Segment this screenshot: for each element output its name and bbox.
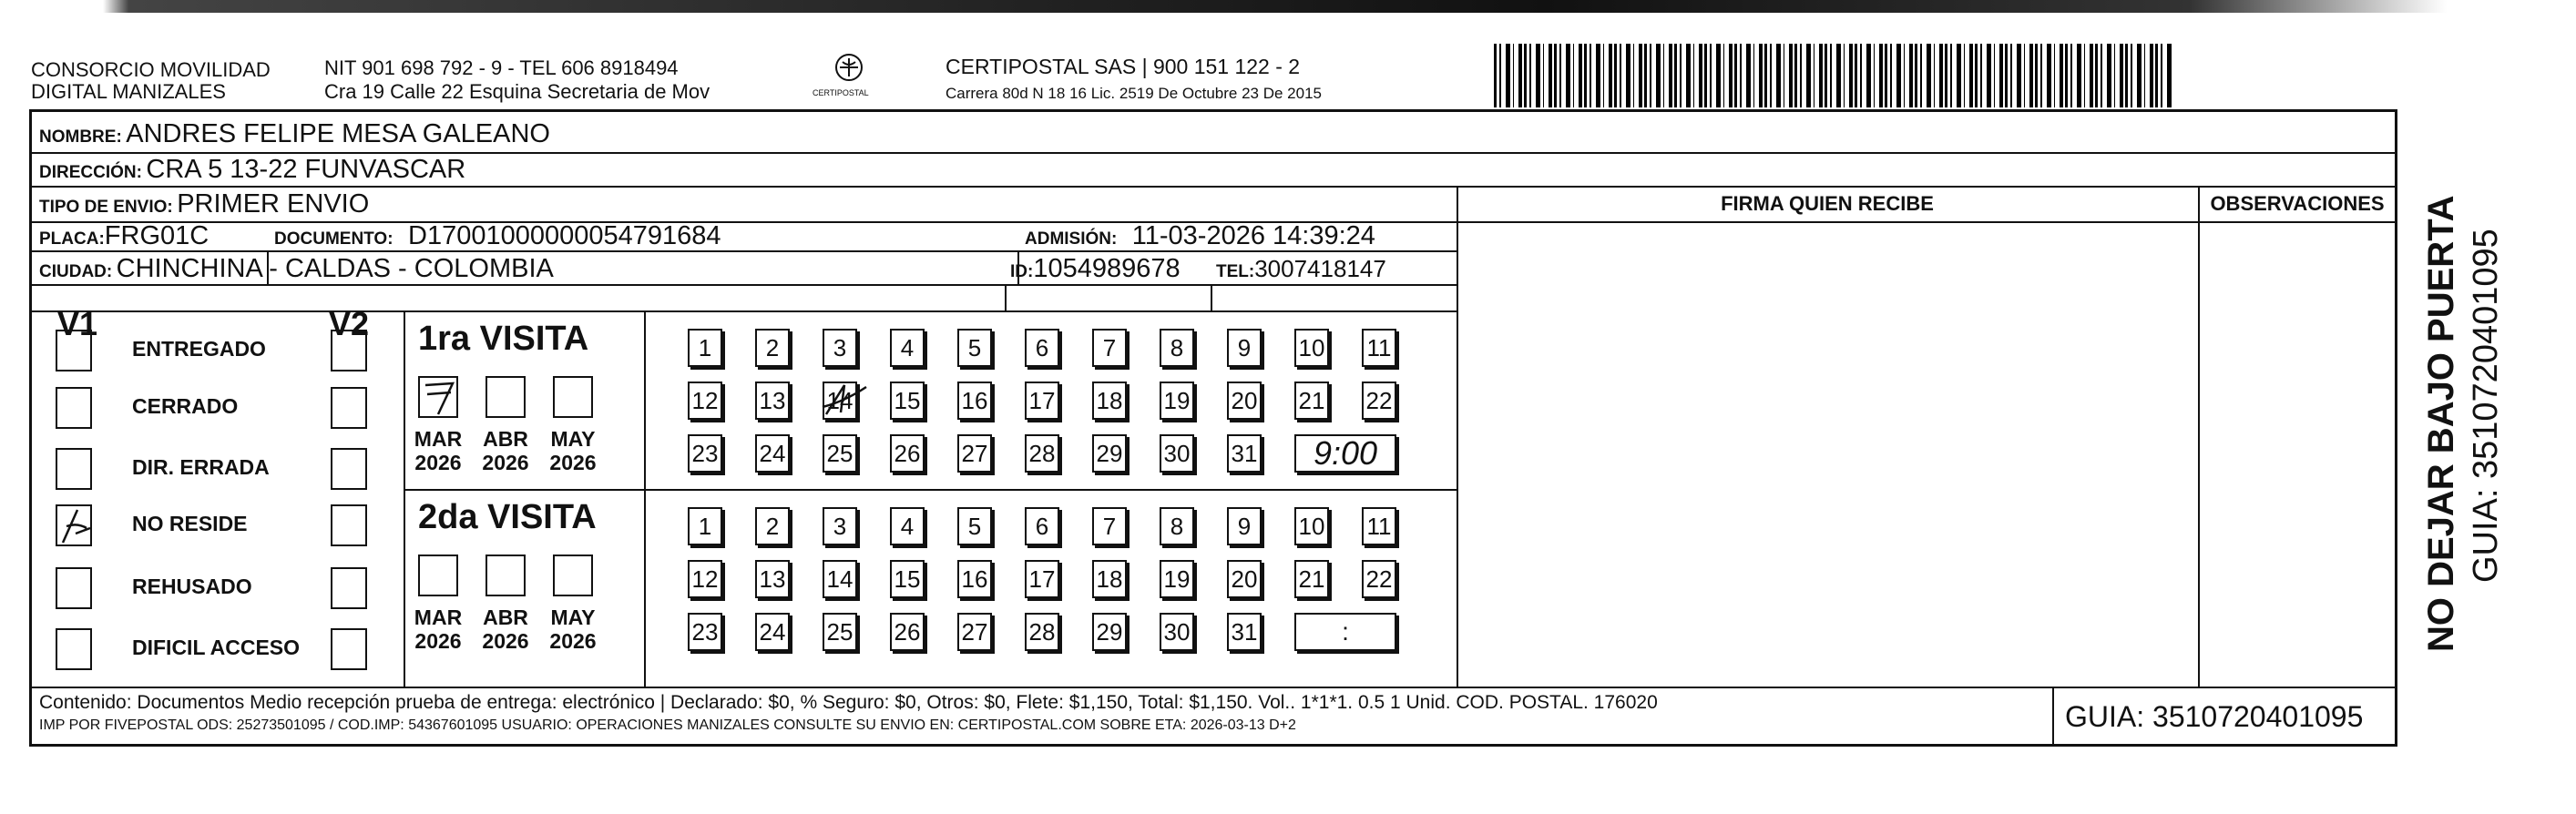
day-number: 8 [1170,512,1184,540]
day-number: 28 [1028,617,1056,646]
day-box[interactable] [823,613,857,651]
month-name: ABR [483,427,528,451]
day-box[interactable] [1092,434,1127,473]
status-label: NO RESIDE [132,512,248,535]
day-box[interactable] [1160,382,1194,420]
month-year: 2026 [482,451,529,474]
day-box[interactable] [1092,507,1127,545]
month-year: 2026 [549,629,597,653]
v2-checkbox[interactable] [331,387,367,429]
day-number: 4 [900,333,915,361]
documento-value: D17001000000054791684 [408,221,721,250]
month-label [411,427,465,474]
id-row [1010,254,1181,288]
month-label [546,605,600,653]
day-box[interactable] [1025,329,1059,367]
day-box[interactable] [957,613,992,651]
day-box[interactable] [890,560,925,598]
handwritten-mark-icon [821,380,868,420]
month-name: MAR [414,427,463,451]
day-box[interactable] [1092,329,1127,367]
observaciones-header: OBSERVACIONES [2210,192,2385,215]
day-box[interactable] [890,382,925,420]
day-number: 18 [1096,386,1123,414]
observations-area[interactable] [2200,223,2393,684]
direccion-label: DIRECCIÓN: [39,163,142,182]
day-number: 20 [1231,565,1258,593]
day-number: 6 [1035,512,1049,540]
day-box[interactable] [1025,382,1059,420]
day-number: 23 [691,617,719,646]
tel-value: 3007418147 [1254,255,1386,282]
day-number: 10 [1298,333,1325,361]
placa-row [39,221,209,255]
day-box[interactable] [1160,613,1194,651]
admision-row [1025,221,1375,255]
v1-checkbox[interactable] [56,628,92,670]
day-number: 14 [826,386,854,414]
day-box[interactable] [890,507,925,545]
logo-caption: CERTIPOSTAL [813,88,869,97]
company-address: Cra 19 Calle 22 Esquina Secretaria de Mov [324,80,710,103]
day-number: 3 [833,512,847,540]
day-box[interactable] [823,434,857,473]
day-number: 18 [1096,565,1123,593]
month-checkbox[interactable] [553,376,593,418]
day-number: 25 [826,617,854,646]
day-box[interactable] [1092,382,1127,420]
col-divider [1211,284,1212,310]
day-box[interactable] [688,329,722,367]
day-number: 17 [1028,565,1056,593]
day-number: 31 [1231,439,1258,467]
v1-checkbox[interactable] [56,387,92,429]
day-box[interactable] [755,613,790,651]
day-number: 6 [1035,333,1049,361]
id-label: ID: [1010,262,1034,281]
day-number: 8 [1170,333,1184,361]
day-box[interactable] [688,507,722,545]
id-value: 1054989678 [1033,254,1181,283]
day-box[interactable] [1294,507,1329,545]
day-number: 24 [759,617,786,646]
footer-contenido: Contenido: Documentos Medio recepción prueba de entrega: electrónico | Declarado: $0, % Seguro: $0, Otros: $0, Flete: $1,150, Total: $1,150. Vol.. 1*1*1. 0.5 1 Unid. COD. POSTAL. 176020 [39,692,1658,713]
ciudad-label: CIUDAD: [39,262,113,281]
day-number: 27 [961,617,988,646]
company-nit: NIT 901 698 792 - 9 - TEL 606 8918494 [324,56,679,79]
documento-row [274,221,721,255]
day-box[interactable] [688,434,722,473]
admision-value: 11-03-2026 14:39:24 [1131,221,1375,250]
row-divider [32,310,1457,312]
day-box[interactable] [1362,507,1396,545]
direccion-row [39,155,465,188]
day-box[interactable] [1362,382,1396,420]
day-box[interactable] [957,329,992,367]
day-number: 1 [698,333,712,361]
day-box[interactable] [1160,434,1194,473]
day-box[interactable] [1294,560,1329,598]
footer-imp: IMP POR FIVEPOSTAL ODS: 25273501095 / COD.IMP: 54367601095 USUARIO: OPERACIONES MANIZALES CONSULTE SU ENVIO EN: CERTIPOSTAL.COM SOBRE ETA: 2026-03-13 D+2 [39,717,1296,733]
ciudad-value: CHINCHINA - CALDAS - COLOMBIA [116,254,554,283]
day-box[interactable] [755,560,790,598]
col-divider [404,310,405,687]
side-guia: GUIA: 3510720401095 [2467,229,2505,583]
day-number: 25 [826,439,854,467]
tel-row [1216,254,1386,288]
day-number: 19 [1163,565,1191,593]
courier-address: Carrera 80d N 18 16 Lic. 2519 De Octubre 23 De 2015 [946,85,1322,102]
month-year: 2026 [414,451,462,474]
month-name: ABR [483,605,528,629]
day-number: 15 [894,565,921,593]
day-number: 22 [1365,565,1393,593]
day-box[interactable] [688,560,722,598]
month-checkbox[interactable] [553,555,593,596]
month-name: MAY [550,427,596,451]
v1-label: V1 [57,305,98,342]
day-number: 21 [1298,386,1325,414]
day-box[interactable] [1160,560,1194,598]
month-checkbox[interactable] [418,555,458,596]
day-box[interactable] [1227,507,1262,545]
time-box[interactable] [1294,613,1396,651]
day-box[interactable] [755,507,790,545]
month-year: 2026 [549,451,597,474]
day-box[interactable] [1025,613,1059,651]
visit-title: 2da VISITA [418,498,597,536]
status-label: DIR. ERRADA [132,455,270,479]
day-number: 11 [1366,333,1392,361]
day-box[interactable] [823,329,857,367]
day-box[interactable] [1227,613,1262,651]
day-number: 2 [765,333,780,361]
day-box[interactable] [957,507,992,545]
day-number: 10 [1298,512,1325,540]
col-divider [1005,284,1007,310]
day-number: 15 [894,386,921,414]
day-number: 13 [759,386,786,414]
tipo-label: TIPO DE ENVIO: [39,198,173,217]
day-box[interactable] [1025,434,1059,473]
day-number: 11 [1366,512,1392,540]
direccion-value: CRA 5 13-22 FUNVASCAR [146,155,466,184]
col-divider [2052,687,2054,745]
company-name-line1: CONSORCIO MOVILIDAD [31,58,271,81]
status-label: REHUSADO [132,575,252,598]
day-number: 16 [961,565,988,593]
day-box[interactable] [1092,560,1127,598]
day-number: 16 [961,386,988,414]
tipo-row [39,189,369,223]
day-number: 17 [1028,386,1056,414]
day-number: 29 [1096,439,1123,467]
documento-label: DOCUMENTO: [274,229,394,249]
v2-checkbox[interactable] [331,504,367,546]
day-box[interactable] [1092,613,1127,651]
day-number: 7 [1102,333,1117,361]
tipo-value: PRIMER ENVIO [177,189,370,219]
day-box[interactable] [890,434,925,473]
day-number: 9 [1237,333,1252,361]
month-name: MAY [550,605,596,629]
day-box[interactable] [755,382,790,420]
day-number: 26 [894,439,921,467]
day-box[interactable] [1294,382,1329,420]
day-number: 4 [900,512,915,540]
day-box[interactable] [688,382,722,420]
day-number: 27 [961,439,988,467]
day-number: 12 [691,386,719,414]
day-number: 12 [691,565,719,593]
day-box[interactable] [1362,329,1396,367]
v2-checkbox[interactable] [331,567,367,609]
barcode [1494,44,2172,107]
day-box[interactable] [957,382,992,420]
day-number: 14 [826,565,854,593]
day-number: 29 [1096,617,1123,646]
day-box[interactable] [1160,507,1194,545]
month-year: 2026 [482,629,529,653]
day-number: 31 [1231,617,1258,646]
status-label: CERRADO [132,394,239,418]
company-name-line2: DIGITAL MANIZALES [31,80,226,103]
day-number: 30 [1163,439,1191,467]
month-checkbox[interactable] [486,376,526,418]
day-box[interactable] [1227,329,1262,367]
day-number: 13 [759,565,786,593]
status-label: ENTREGADO [132,337,266,361]
col-divider [644,310,646,687]
day-number: 5 [967,333,982,361]
time-box[interactable] [1294,434,1396,473]
day-number: 23 [691,439,719,467]
signature-area[interactable] [1458,223,2196,684]
day-number: 28 [1028,439,1056,467]
day-box[interactable] [1294,329,1329,367]
day-number: 9 [1237,512,1252,540]
day-box[interactable] [1362,560,1396,598]
form-frame [29,109,2397,747]
v1-checkbox[interactable] [56,330,92,371]
day-box[interactable] [688,613,722,651]
day-number: 22 [1365,386,1393,414]
footer-guia: GUIA: 3510720401095 [2065,700,2364,733]
courier-name: CERTIPOSTAL SAS | 900 151 122 - 2 [946,55,1301,78]
day-box[interactable] [823,507,857,545]
admision-label: ADMISIÓN: [1025,229,1118,249]
day-number: 5 [967,512,982,540]
page-top-edge [0,0,2576,13]
month-checkbox[interactable] [486,555,526,596]
v1-checkbox[interactable] [56,448,92,490]
day-box[interactable] [755,329,790,367]
visit-title: 1ra VISITA [418,320,589,358]
day-box[interactable] [890,613,925,651]
month-label [478,427,533,474]
day-number: 2 [765,512,780,540]
day-box[interactable] [1227,560,1262,598]
day-box[interactable] [1160,329,1194,367]
nombre-label: NOMBRE: [39,127,122,147]
nombre-row [39,119,550,153]
nombre-value: ANDRES FELIPE MESA GALEANO [126,119,550,148]
day-number: 7 [1102,512,1117,540]
month-label [546,427,600,474]
ciudad-row [39,254,554,288]
month-name: MAR [414,605,463,629]
day-box[interactable] [957,560,992,598]
day-number: 3 [833,333,847,361]
side-warning: NO DEJAR BAJO PUERTA [2421,195,2461,652]
day-number: 26 [894,617,921,646]
v2-label: V2 [329,305,370,342]
footer-divider [32,687,2395,688]
day-box[interactable] [1227,434,1262,473]
v1-checkbox[interactable] [56,504,92,546]
day-number: 30 [1163,617,1191,646]
day-box[interactable] [823,560,857,598]
certipostal-logo [813,47,885,102]
placa-label: PLACA: [39,229,105,249]
handwritten-mark-icon [420,378,460,420]
tel-label: TEL: [1216,262,1255,281]
firma-header: FIRMA QUIEN RECIBE [1721,192,1934,215]
month-year: 2026 [414,629,462,653]
time-value: : [1342,617,1349,646]
day-box[interactable] [755,434,790,473]
v2-checkbox[interactable] [331,448,367,490]
month-checkbox[interactable] [418,376,458,418]
v2-checkbox[interactable] [331,330,367,371]
day-number: 19 [1163,386,1191,414]
v2-checkbox[interactable] [331,628,367,670]
day-box[interactable] [1227,382,1262,420]
day-box[interactable] [1025,560,1059,598]
day-number: 21 [1298,565,1325,593]
day-box[interactable] [823,382,857,420]
day-box[interactable] [890,329,925,367]
v1-checkbox[interactable] [56,567,92,609]
placa-value: FRG01C [104,221,210,250]
handwritten-mark-icon [57,506,94,548]
visit-divider [404,489,1457,491]
day-number: 24 [759,439,786,467]
month-label [478,605,533,653]
day-number: 1 [698,512,712,540]
month-label [411,605,465,653]
time-value: 9:00 [1313,434,1378,472]
day-number: 20 [1231,386,1258,414]
status-label: DIFICIL ACCESO [132,636,301,659]
day-box[interactable] [1025,507,1059,545]
day-box[interactable] [957,434,992,473]
